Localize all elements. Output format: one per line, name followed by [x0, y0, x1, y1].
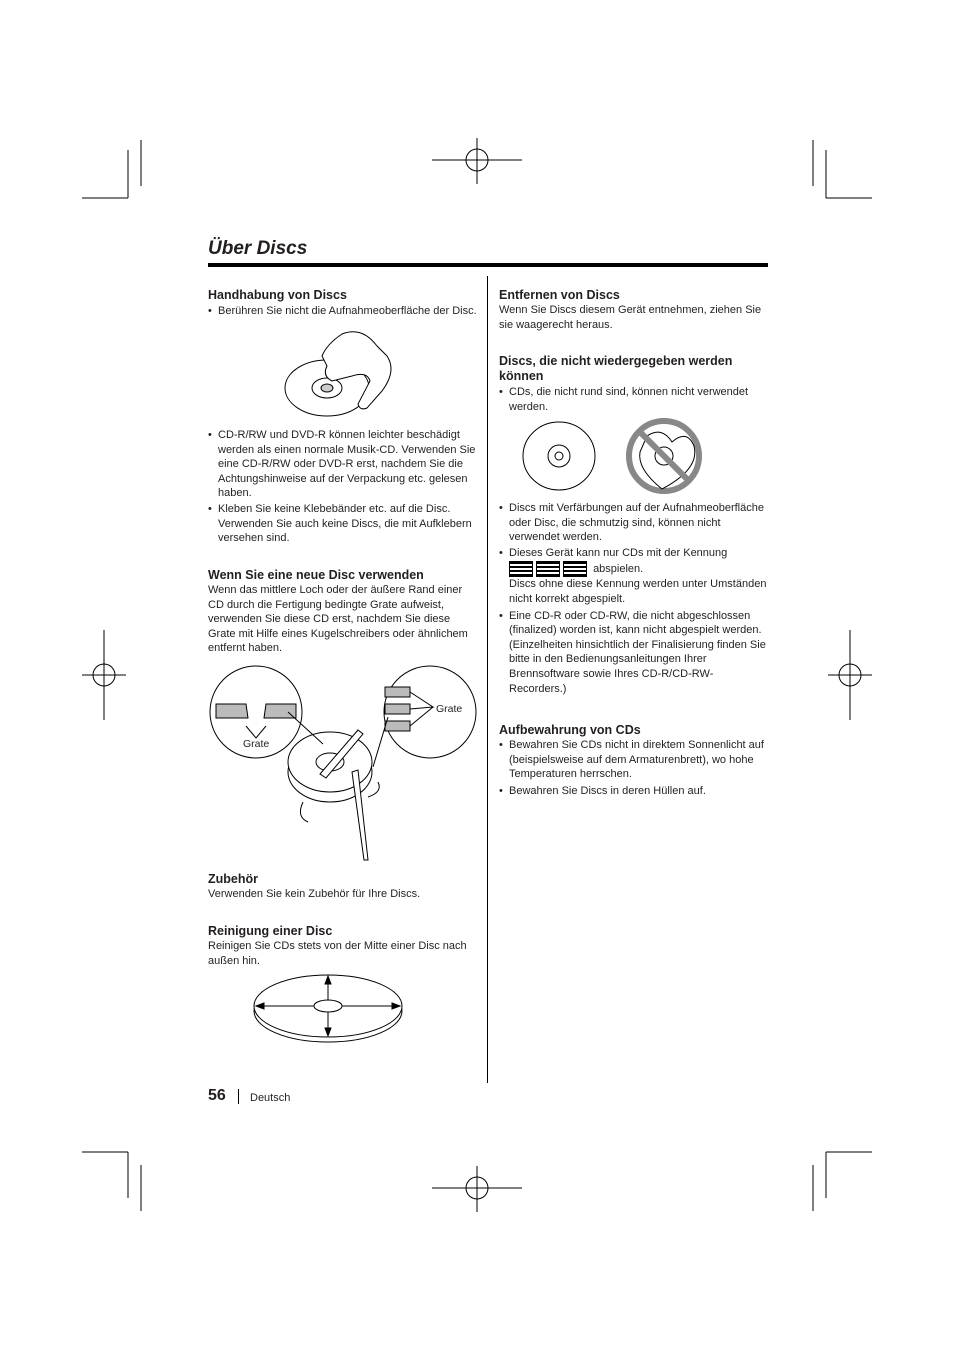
removing-heading: Entfernen von Discs: [499, 288, 620, 302]
disc-cleaning-illustration: [252, 972, 412, 1044]
accessories-text: Verwenden Sie kein Zubehör für Ihre Discs.: [208, 888, 421, 900]
column-divider: [487, 276, 488, 1083]
burr-removal-illustration: [208, 662, 478, 862]
disc-logo-icon: [536, 561, 560, 577]
handling-bullet-3: • Kleben Sie keine Klebebänder etc. auf die Disc. Verwenden Sie auch keine Discs, die mit Aufklebern versehen sind.: [208, 502, 478, 546]
unplayable-heading: Discs, die nicht wiedergegeben werden können: [499, 354, 733, 383]
section-removing: [499, 288, 769, 332]
section-cleaning: [208, 924, 480, 968]
unplayable-bullet-3-extra: Discs ohne diese Kennung werden unter Umständen nicht korrekt abgespielt.: [509, 578, 767, 605]
disc-logo-icon: [509, 561, 533, 577]
new-disc-text: Wenn das mittlere Loch oder der äußere Rand einer CD durch die Fertigung bedingte Grate aufweist, verwenden Sie diese CD erst, nachdem Sie diese Grate mit Hilfe eines Kugelschreibers oder ähnlichem entfernt haben.: [208, 584, 468, 655]
section-accessories: [208, 872, 478, 902]
removing-text: Wenn Sie Discs diesem Gerät entnehmen, ziehen Sie sie waagerecht heraus.: [499, 304, 762, 331]
unplayable-bullet-3: • Dieses Gerät kann nur CDs mit der Kennung: [499, 546, 769, 561]
cleaning-heading: Reinigung einer Disc: [208, 924, 333, 938]
section-new-disc: [208, 568, 478, 656]
storage-bullet-1: • Bewahren Sie CDs nicht in direktem Sonnenlicht auf (beispielsweise auf dem Armaturenbrett), wo hohe Temperaturen herrschen.: [499, 738, 769, 782]
burr-label-right: Grate: [436, 703, 463, 715]
title-rule: [208, 263, 768, 267]
unplayable-bullet-4: • Eine CD-R oder CD-RW, die nicht abgeschlossen (finalized) worden ist, kann nicht abgespielt werden. (Einzelheiten hinsichtlich der Finalisierung finden Sie bitte in den Bedienungsanleitungen Ihrer Brennsoftware sowie Ihres CD-R/CD-RW-Recorders.): [499, 609, 769, 697]
section-storage: [499, 723, 769, 799]
unplayable-bullet-2: • Discs mit Verfärbungen auf der Aufnahmeoberfläche oder Disc, die schmutzig sind, können nicht verwendet werden.: [499, 501, 769, 545]
cleaning-text: Reinigen Sie CDs stets von der Mitte einer Disc nach außen hin.: [208, 940, 467, 967]
burr-label-left: Grate: [243, 738, 270, 750]
page-number-separator: [238, 1089, 239, 1104]
new-disc-heading: Wenn Sie eine neue Disc verwenden: [208, 568, 424, 582]
section-unplayable: [499, 354, 769, 415]
hand-holding-disc-illustration: [282, 326, 412, 426]
section-handling: [208, 288, 478, 320]
handling-bullet-1: • Berühren Sie nicht die Aufnahmeoberfläche der Disc.: [208, 304, 478, 319]
unplayable-bullet-1: • CDs, die nicht rund sind, können nicht verwendet werden.: [499, 385, 769, 414]
storage-heading: Aufbewahrung von CDs: [499, 723, 641, 737]
handling-heading: Handhabung von Discs: [208, 288, 347, 302]
page-number: 56: [208, 1087, 226, 1104]
page-title: Über Discs: [208, 238, 308, 259]
handling-bullet-2: • CD-R/RW und DVD-R können leichter beschädigt werden als einen normale Musik-CD. Verwenden Sie eine CD-R/RW oder DVD-R erst, nachdem Sie die Achtungshinweise auf der Verpackung etc. gelesen haben.: [208, 428, 478, 501]
storage-bullet-2: • Bewahren Sie Discs in deren Hüllen auf.: [499, 784, 769, 799]
non-round-disc-illustration: [522, 414, 712, 499]
disc-logo-icon: [563, 561, 587, 577]
language-label: Deutsch: [250, 1092, 291, 1104]
accessories-heading: Zubehör: [208, 872, 258, 886]
unplayable-bullet-3-cont: abspielen.: [593, 563, 644, 576]
